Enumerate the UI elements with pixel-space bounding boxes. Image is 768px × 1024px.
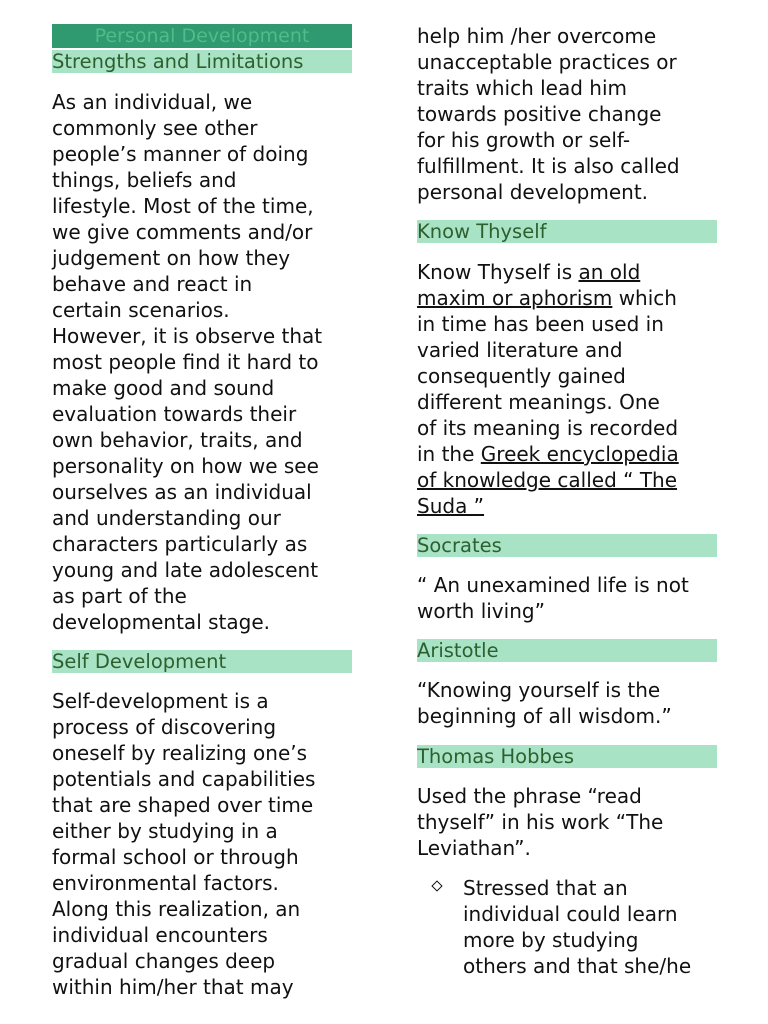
heading-aristotle: Aristotle xyxy=(417,639,717,662)
quote-aristotle: “Knowing yourself is the beginning of all wisdom.” xyxy=(417,678,672,728)
quote-socrates: “ An unexamined life is not worth living” xyxy=(417,573,689,623)
link-greek-encyclopedia[interactable]: Greek encyclopedia of knowledge called “ The Suda ” xyxy=(417,442,679,518)
heading-strengths-limitations: Strengths and Limitations xyxy=(52,50,352,73)
document-title: Personal Development xyxy=(52,24,352,48)
paragraph-self-development: Self-development is a process of discovering oneself by realizing one’s potentials and capabilities that are shaped over time either by studying in a formal school or through environmental factors. Along this realization, an individual encounters gradual changes deep within him/her that may xyxy=(52,689,316,999)
heading-know-thyself: Know Thyself xyxy=(417,220,717,243)
heading-socrates: Socrates xyxy=(417,534,717,557)
paragraph-know-thyself xyxy=(417,259,717,519)
paragraph-continued: help him /her overcome unacceptable practices or traits which lead him towards positive change for his growth or self- fulfillment. It is also called personal development. xyxy=(417,24,680,204)
heading-self-development: Self Development xyxy=(52,650,352,673)
know-thyself-text-a: Know Thyself is xyxy=(417,260,579,284)
paragraph-strengths: As an individual, we commonly see other people’s manner of doing things, beliefs and lifestyle. Most of the time, we give comments and/or judgement on how they behave and react in certain scenarios. However, it is observe that most people find it hard to make good and sound evaluation towards their own behavior, traits, and personality on how we see ourselves as an individual and understanding our characters particularly as young and late adolescent as part of the developmental stage. xyxy=(52,90,323,634)
link-old-maxim[interactable]: an old maxim or aphorism xyxy=(417,260,641,310)
know-thyself-text-b: which in time has been used in varied literature and consequently gained different meanings. One of its meaning is recorded in the xyxy=(417,286,679,466)
diamond-bullet-icon xyxy=(431,880,442,891)
heading-thomas-hobbes: Thomas Hobbes xyxy=(417,745,717,768)
bullet-text: Stressed that an individual could learn more by studying others and that she/he xyxy=(463,876,692,978)
paragraph-hobbes: Used the phrase “read thyself” in his work “The Leviathan”. xyxy=(417,784,664,860)
